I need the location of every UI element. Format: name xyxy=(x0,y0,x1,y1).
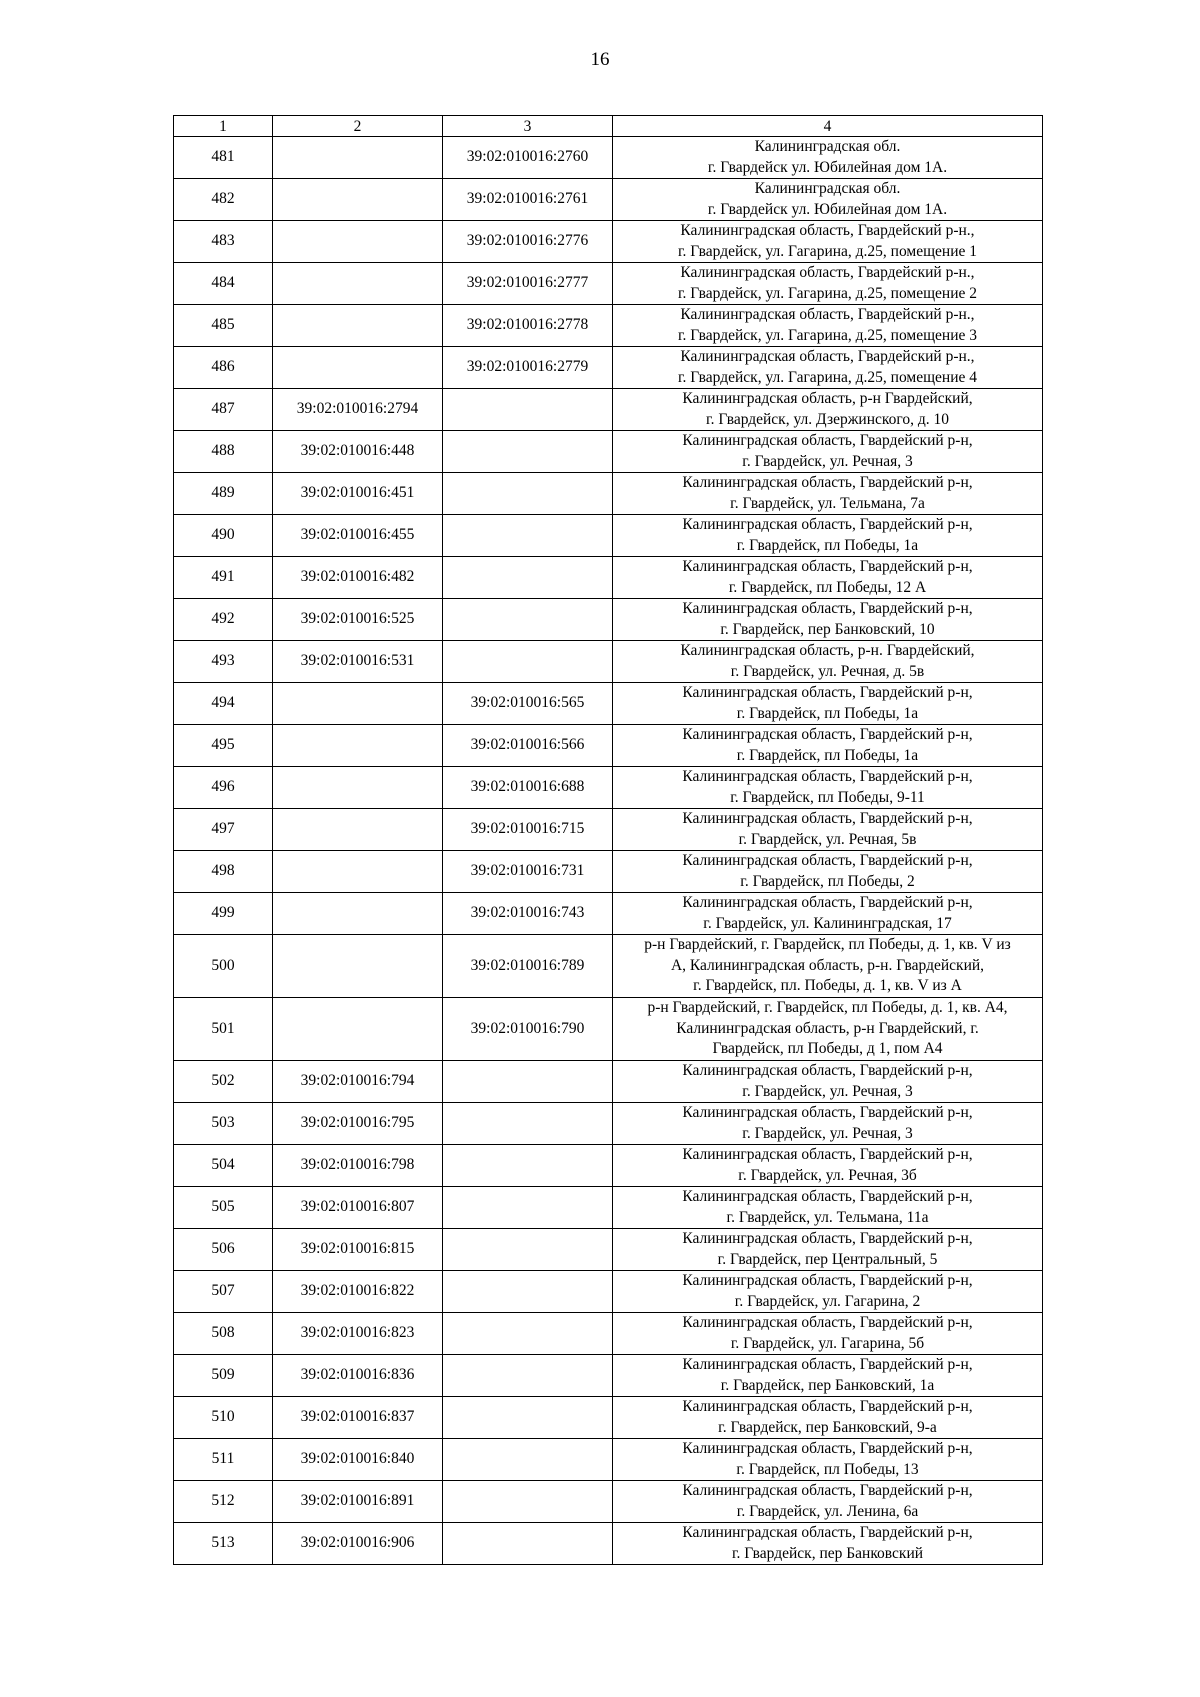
address-cell xyxy=(613,515,1043,557)
address-line: Гвардейск, пл Победы, д 1, пом А4 xyxy=(712,1040,943,1058)
cadastral-number-col3-cell xyxy=(443,641,613,683)
address-line: г. Гвардейск, пер Банковский, 10 xyxy=(720,620,935,638)
address-cell xyxy=(613,935,1043,998)
address-cell xyxy=(613,557,1043,599)
address-line: Калининградская область, Гвардейский р-н, xyxy=(682,1482,973,1499)
row-number-cell: 513 xyxy=(174,1523,273,1565)
table-row xyxy=(174,599,1043,641)
address-cell xyxy=(613,809,1043,851)
table-row xyxy=(174,305,1043,347)
address-cell xyxy=(613,1397,1043,1439)
address-line: Калининградская область, Гвардейский р-н, xyxy=(682,558,973,575)
header-cell-1: 1 xyxy=(174,116,273,137)
cadastral-number-col3-cell xyxy=(443,1271,613,1313)
table-row xyxy=(174,1229,1043,1271)
address-cell xyxy=(613,1229,1043,1271)
table-row xyxy=(174,1271,1043,1313)
cadastral-number-col3-cell xyxy=(443,1523,613,1565)
table-row xyxy=(174,641,1043,683)
cadastral-number-col3-cell xyxy=(443,557,613,599)
address-cell xyxy=(613,641,1043,683)
address-line: Калининградская область, р-н. Гвардейский, xyxy=(680,642,975,659)
address-line: г. Гвардейск, ул. Калининградская, 17 xyxy=(703,914,952,932)
row-number-cell: 489 xyxy=(174,473,273,515)
address-cell xyxy=(613,1145,1043,1187)
address-line: г. Гвардейск, ул. Гагарина, д.25, помещение 1 xyxy=(677,242,978,260)
cadastral-number-col2-cell: 39:02:010016:794 xyxy=(273,1061,443,1103)
table-row xyxy=(174,767,1043,809)
table-row xyxy=(174,1439,1043,1481)
row-number-cell: 506 xyxy=(174,1229,273,1271)
address-line: г. Гвардейск, ул. Речная, 5в xyxy=(738,830,917,848)
address-line: г. Гвардейск, ул. Гагарина, д.25, помещение 3 xyxy=(677,326,978,344)
cadastral-number-col2-cell xyxy=(273,893,443,935)
cadastral-number-col2-cell: 39:02:010016:840 xyxy=(273,1439,443,1481)
address-line: Калининградская область, Гвардейский р-н, xyxy=(682,1272,973,1289)
row-number-cell: 483 xyxy=(174,221,273,263)
cadastral-number-col3-cell xyxy=(443,1229,613,1271)
address-line: Калининградская область, Гвардейский р-н, xyxy=(682,1440,973,1457)
address-line: Калининградская область, Гвардейский р-н, xyxy=(682,1398,973,1415)
address-line: г. Гвардейск, пер Центральный, 5 xyxy=(717,1250,938,1268)
address-cell xyxy=(613,851,1043,893)
cadastral-number-col2-cell: 39:02:010016:795 xyxy=(273,1103,443,1145)
cadastral-number-col3-cell: 39:02:010016:789 xyxy=(443,935,613,998)
table-row xyxy=(174,1481,1043,1523)
address-cell xyxy=(613,137,1043,179)
address-line: Калининградская область, р-н Гвардейский, xyxy=(682,390,973,407)
page-number: 16 xyxy=(590,49,610,70)
address-cell xyxy=(613,725,1043,767)
address-line: Калининградская область, Гвардейский р-н, xyxy=(682,1356,973,1373)
row-number-cell: 481 xyxy=(174,137,273,179)
address-line: р-н Гвардейский, г. Гвардейск, пл Победы, д. 1, кв. А4, xyxy=(647,999,1008,1017)
row-number-cell: 505 xyxy=(174,1187,273,1229)
cadastral-number-col2-cell: 39:02:010016:455 xyxy=(273,515,443,557)
address-line: г. Гвардейск, ул. Гагарина, д.25, помещение 2 xyxy=(677,284,978,302)
cadastral-number-col3-cell: 39:02:010016:565 xyxy=(443,683,613,725)
address-cell xyxy=(613,893,1043,935)
cadastral-number-col3-cell: 39:02:010016:2779 xyxy=(443,347,613,389)
table-row xyxy=(174,1397,1043,1439)
table-row xyxy=(174,809,1043,851)
address-line: Калининградская обл. xyxy=(754,138,901,155)
address-line: р-н Гвардейский, г. Гвардейск, пл Победы, д. 1, кв. V из xyxy=(644,936,1011,954)
cadastral-number-col2-cell: 39:02:010016:798 xyxy=(273,1145,443,1187)
cadastral-number-col3-cell xyxy=(443,515,613,557)
address-line: Калининградская область, р-н Гвардейский, г. xyxy=(676,1019,979,1037)
address-cell xyxy=(613,389,1043,431)
table-row xyxy=(174,998,1043,1061)
table-body xyxy=(174,137,1043,1565)
row-number-cell: 508 xyxy=(174,1313,273,1355)
address-cell xyxy=(613,599,1043,641)
row-number-cell: 491 xyxy=(174,557,273,599)
address-line: г. Гвардейск, пл Победы, 9-11 xyxy=(730,788,925,806)
table-row xyxy=(174,851,1043,893)
address-cell xyxy=(613,179,1043,221)
address-line: Калининградская область, Гвардейский р-н, xyxy=(682,1062,973,1079)
cadastral-number-col3-cell xyxy=(443,1061,613,1103)
table-row xyxy=(174,263,1043,305)
cadastral-number-col2-cell: 39:02:010016:531 xyxy=(273,641,443,683)
cadastral-number-col2-cell: 39:02:010016:823 xyxy=(273,1313,443,1355)
address-line: Калининградская область, Гвардейский р-н, xyxy=(682,684,973,701)
table-row xyxy=(174,473,1043,515)
cadastral-number-col2-cell xyxy=(273,725,443,767)
address-line: Калининградская область, Гвардейский р-н, xyxy=(682,726,973,743)
cadastral-number-col2-cell: 39:02:010016:815 xyxy=(273,1229,443,1271)
address-cell xyxy=(613,1061,1043,1103)
address-line: Калининградская область, Гвардейский р-н, xyxy=(682,1104,973,1121)
table-row xyxy=(174,431,1043,473)
cadastral-number-col2-cell: 39:02:010016:837 xyxy=(273,1397,443,1439)
cadastral-number-col2-cell xyxy=(273,683,443,725)
cadastral-number-col2-cell: 39:02:010016:448 xyxy=(273,431,443,473)
address-line: Калининградская область, Гвардейский р-н., xyxy=(680,222,975,239)
address-cell xyxy=(613,1355,1043,1397)
address-line: Калининградская область, Гвардейский р-н., xyxy=(680,264,975,281)
cadastral-number-col2-cell xyxy=(273,767,443,809)
table-row xyxy=(174,1103,1043,1145)
row-number-cell: 502 xyxy=(174,1061,273,1103)
address-cell xyxy=(613,1313,1043,1355)
address-cell xyxy=(613,221,1043,263)
address-line: г. Гвардейск, ул. Ленина, 6а xyxy=(736,1502,919,1520)
cadastral-number-col2-cell xyxy=(273,137,443,179)
address-line: г. Гвардейск, ул. Гагарина, д.25, помещение 4 xyxy=(677,368,978,386)
cadastral-number-col2-cell: 39:02:010016:822 xyxy=(273,1271,443,1313)
cadastral-number-col3-cell xyxy=(443,1313,613,1355)
address-cell xyxy=(613,1103,1043,1145)
address-line: Калининградская область, Гвардейский р-н, xyxy=(682,432,973,449)
cadastral-number-col3-cell: 39:02:010016:2760 xyxy=(443,137,613,179)
row-number-cell: 498 xyxy=(174,851,273,893)
address-line: г. Гвардейск, пл Победы, 12 А xyxy=(728,578,927,596)
address-cell xyxy=(613,263,1043,305)
address-line: г. Гвардейск, пер Банковский, 9-а xyxy=(718,1418,937,1436)
row-number-cell: 494 xyxy=(174,683,273,725)
address-cell xyxy=(613,1271,1043,1313)
address-line: г. Гвардейск, пер Банковский, 1а xyxy=(720,1376,935,1394)
address-cell xyxy=(613,473,1043,515)
table-row xyxy=(174,347,1043,389)
row-number-cell: 493 xyxy=(174,641,273,683)
address-line: А, Калининградская область, р-н. Гвардейский, xyxy=(670,956,985,974)
cadastral-number-col2-cell xyxy=(273,179,443,221)
address-line: Калининградская область, Гвардейский р-н, xyxy=(682,1230,973,1247)
row-number-cell: 492 xyxy=(174,599,273,641)
address-line: Калининградская область, Гвардейский р-н, xyxy=(682,600,973,617)
cadastral-number-col2-cell: 39:02:010016:906 xyxy=(273,1523,443,1565)
address-cell xyxy=(613,1187,1043,1229)
row-number-cell: 486 xyxy=(174,347,273,389)
header-cell-3: 3 xyxy=(443,116,613,137)
table-row xyxy=(174,725,1043,767)
address-line: г. Гвардейск, ул. Гагарина, 2 xyxy=(734,1292,921,1310)
address-line: Калининградская область, Гвардейский р-н., xyxy=(680,348,975,365)
row-number-cell: 488 xyxy=(174,431,273,473)
cadastral-number-col3-cell xyxy=(443,389,613,431)
address-line: г. Гвардейск, ул. Речная, 3б xyxy=(738,1166,917,1184)
address-line: г. Гвардейск, пл. Победы, д. 1, кв. V из А xyxy=(693,977,962,995)
row-number-cell: 495 xyxy=(174,725,273,767)
address-cell xyxy=(613,998,1043,1061)
address-line: Калининградская область, Гвардейский р-н, xyxy=(682,852,973,869)
cadastral-number-col2-cell xyxy=(273,305,443,347)
address-line: г. Гвардейск, пер Банковский xyxy=(731,1544,924,1562)
address-line: Калининградская область, Гвардейский р-н, xyxy=(682,894,973,911)
table-row xyxy=(174,137,1043,179)
cadastral-number-col3-cell xyxy=(443,473,613,515)
address-line: г. Гвардейск, ул. Речная, 3 xyxy=(742,452,913,470)
cadastral-number-col3-cell: 39:02:010016:2778 xyxy=(443,305,613,347)
address-line: Калининградская обл. xyxy=(754,180,901,197)
row-number-cell: 510 xyxy=(174,1397,273,1439)
row-number-cell: 485 xyxy=(174,305,273,347)
table-row xyxy=(174,1313,1043,1355)
address-line: г. Гвардейск, ул. Тельмана, 7а xyxy=(730,494,925,512)
address-line: г. Гвардейск, ул. Речная, 3 xyxy=(742,1082,913,1100)
address-line: Калининградская область, Гвардейский р-н, xyxy=(682,768,973,785)
cadastral-number-col3-cell xyxy=(443,1145,613,1187)
row-number-cell: 507 xyxy=(174,1271,273,1313)
cadastral-number-col2-cell xyxy=(273,263,443,305)
cadastral-number-col3-cell xyxy=(443,599,613,641)
cadastral-number-col3-cell xyxy=(443,431,613,473)
address-line: г. Гвардейск, ул. Дзержинского, д. 10 xyxy=(705,410,950,428)
cadastral-number-col2-cell: 39:02:010016:2794 xyxy=(273,389,443,431)
cadastral-number-col3-cell: 39:02:010016:2776 xyxy=(443,221,613,263)
table-row xyxy=(174,1187,1043,1229)
cadastral-number-col3-cell: 39:02:010016:790 xyxy=(443,998,613,1061)
address-line: Калининградская область, Гвардейский р-н, xyxy=(682,474,973,491)
row-number-cell: 487 xyxy=(174,389,273,431)
table-row xyxy=(174,935,1043,998)
table-row xyxy=(174,1523,1043,1565)
row-number-cell: 509 xyxy=(174,1355,273,1397)
cadastral-number-col2-cell xyxy=(273,809,443,851)
cadastral-number-col3-cell: 39:02:010016:731 xyxy=(443,851,613,893)
row-number-cell: 490 xyxy=(174,515,273,557)
address-line: г. Гвардейск, ул. Речная, д. 5в xyxy=(730,662,925,680)
address-line: г. Гвардейск, пл Победы, 1а xyxy=(736,704,919,722)
address-line: г. Гвардейск, ул. Гагарина, 5б xyxy=(730,1334,925,1352)
cadastral-number-col3-cell xyxy=(443,1355,613,1397)
address-line: г. Гвардейск ул. Юбилейная дом 1А. xyxy=(707,158,948,176)
address-line: г. Гвардейск, пл Победы, 13 xyxy=(736,1460,919,1478)
cadastral-number-col3-cell: 39:02:010016:743 xyxy=(443,893,613,935)
table-row xyxy=(174,1145,1043,1187)
address-cell xyxy=(613,347,1043,389)
table-row xyxy=(174,389,1043,431)
row-number-cell: 501 xyxy=(174,998,273,1061)
row-number-cell: 511 xyxy=(174,1439,273,1481)
table-row xyxy=(174,1061,1043,1103)
table-row xyxy=(174,179,1043,221)
cadastral-number-col2-cell xyxy=(273,998,443,1061)
row-number-cell: 496 xyxy=(174,767,273,809)
row-number-cell: 482 xyxy=(174,179,273,221)
row-number-cell: 497 xyxy=(174,809,273,851)
cadastral-number-col3-cell: 39:02:010016:715 xyxy=(443,809,613,851)
cadastral-number-col3-cell: 39:02:010016:2761 xyxy=(443,179,613,221)
table-row xyxy=(174,515,1043,557)
cadastral-number-col2-cell: 39:02:010016:451 xyxy=(273,473,443,515)
cadastral-number-col3-cell: 39:02:010016:2777 xyxy=(443,263,613,305)
cadastral-number-col2-cell xyxy=(273,935,443,998)
registry-table xyxy=(173,115,1043,1565)
address-line: Калининградская область, Гвардейский р-н, xyxy=(682,810,973,827)
row-number-cell: 500 xyxy=(174,935,273,998)
table-row xyxy=(174,1355,1043,1397)
address-cell xyxy=(613,1523,1043,1565)
cadastral-number-col2-cell: 39:02:010016:482 xyxy=(273,557,443,599)
address-cell xyxy=(613,683,1043,725)
cadastral-number-col2-cell: 39:02:010016:525 xyxy=(273,599,443,641)
address-line: Калининградская область, Гвардейский р-н, xyxy=(682,1188,973,1205)
cadastral-number-col3-cell: 39:02:010016:688 xyxy=(443,767,613,809)
address-line: Калининградская область, Гвардейский р-н, xyxy=(682,1314,973,1331)
cadastral-number-col3-cell xyxy=(443,1187,613,1229)
address-line: Калининградская область, Гвардейский р-н, xyxy=(682,1524,973,1541)
row-number-cell: 504 xyxy=(174,1145,273,1187)
address-line: г. Гвардейск ул. Юбилейная дом 1А. xyxy=(707,200,948,218)
address-line: г. Гвардейск, пл Победы, 1а xyxy=(736,536,919,554)
header-cell-2: 2 xyxy=(273,116,443,137)
address-line: г. Гвардейск, пл Победы, 2 xyxy=(740,872,915,890)
address-line: г. Гвардейск, ул. Тельмана, 11а xyxy=(726,1208,929,1226)
address-line: г. Гвардейск, ул. Речная, 3 xyxy=(742,1124,913,1142)
cadastral-number-col2-cell xyxy=(273,347,443,389)
row-number-cell: 484 xyxy=(174,263,273,305)
header-row xyxy=(174,116,1043,137)
row-number-cell: 503 xyxy=(174,1103,273,1145)
row-number-cell: 499 xyxy=(174,893,273,935)
address-line: Калининградская область, Гвардейский р-н, xyxy=(682,1146,973,1163)
address-cell xyxy=(613,1439,1043,1481)
cadastral-number-col3-cell xyxy=(443,1397,613,1439)
address-line: Калининградская область, Гвардейский р-н., xyxy=(680,306,975,323)
cadastral-number-col3-cell xyxy=(443,1481,613,1523)
cadastral-number-col3-cell: 39:02:010016:566 xyxy=(443,725,613,767)
header-cell-4: 4 xyxy=(613,116,1043,137)
cadastral-number-col2-cell: 39:02:010016:807 xyxy=(273,1187,443,1229)
address-cell xyxy=(613,431,1043,473)
address-cell xyxy=(613,305,1043,347)
table-row xyxy=(174,557,1043,599)
cadastral-number-col2-cell xyxy=(273,221,443,263)
cadastral-number-col3-cell xyxy=(443,1439,613,1481)
address-line: Калининградская область, Гвардейский р-н, xyxy=(682,516,973,533)
cadastral-number-col2-cell: 39:02:010016:836 xyxy=(273,1355,443,1397)
cadastral-number-col2-cell xyxy=(273,851,443,893)
table-row xyxy=(174,893,1043,935)
address-cell xyxy=(613,1481,1043,1523)
cadastral-number-col2-cell: 39:02:010016:891 xyxy=(273,1481,443,1523)
table-row xyxy=(174,221,1043,263)
cadastral-number-col3-cell xyxy=(443,1103,613,1145)
row-number-cell: 512 xyxy=(174,1481,273,1523)
table-row xyxy=(174,683,1043,725)
address-line: г. Гвардейск, пл Победы, 1а xyxy=(736,746,919,764)
address-cell xyxy=(613,767,1043,809)
